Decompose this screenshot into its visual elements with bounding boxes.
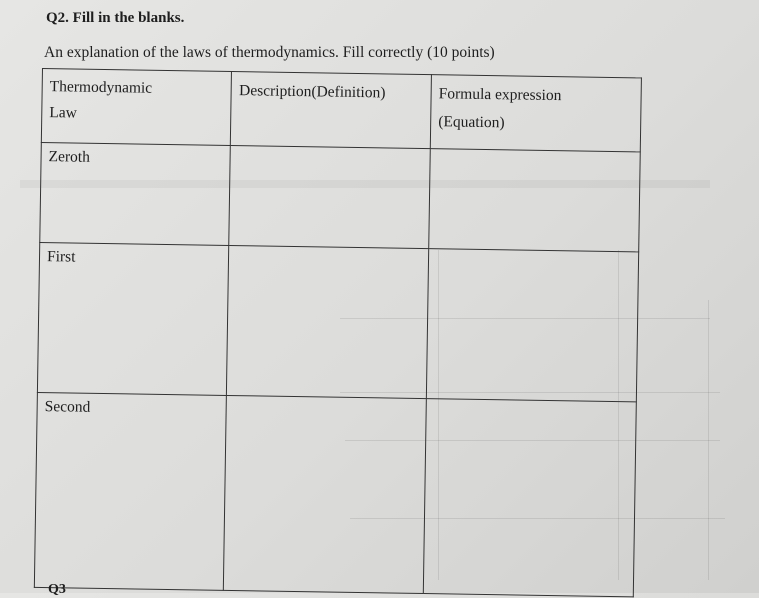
question-title: Q2. Fill in the blanks. [46, 10, 185, 26]
table-row [34, 392, 636, 597]
law-label-second: Second [44, 397, 91, 416]
header-description-cell [231, 71, 432, 148]
header-law-line1: Thermodynamic [49, 78, 153, 97]
description-blank-first[interactable] [227, 246, 429, 398]
description-blank-second[interactable] [224, 395, 427, 594]
header-formula-line2: (Equation) [438, 113, 505, 132]
table-row [40, 142, 641, 252]
description-blank-zeroth[interactable] [229, 145, 430, 249]
law-label-zeroth: Zeroth [48, 147, 91, 166]
law-cell-zeroth [40, 142, 231, 246]
table-row [37, 243, 638, 402]
law-label-first: First [46, 248, 76, 266]
next-question-label: Q3 [48, 582, 66, 597]
header-law-line2: Law [49, 104, 77, 122]
law-cell-second [34, 392, 226, 590]
formula-blank-second[interactable] [423, 398, 636, 597]
law-cell-first [37, 243, 229, 395]
header-description: Description(Definition) [238, 82, 386, 102]
header-formula-line1: Formula expression [438, 85, 562, 105]
thermodynamics-table [34, 68, 642, 597]
question-description: An explanation of the laws of thermodynamics. Fill correctly (10 points) [44, 44, 495, 61]
header-law-cell [41, 69, 232, 145]
formula-blank-zeroth[interactable] [429, 148, 640, 252]
header-formula-cell [430, 75, 641, 152]
formula-blank-first[interactable] [426, 249, 638, 401]
